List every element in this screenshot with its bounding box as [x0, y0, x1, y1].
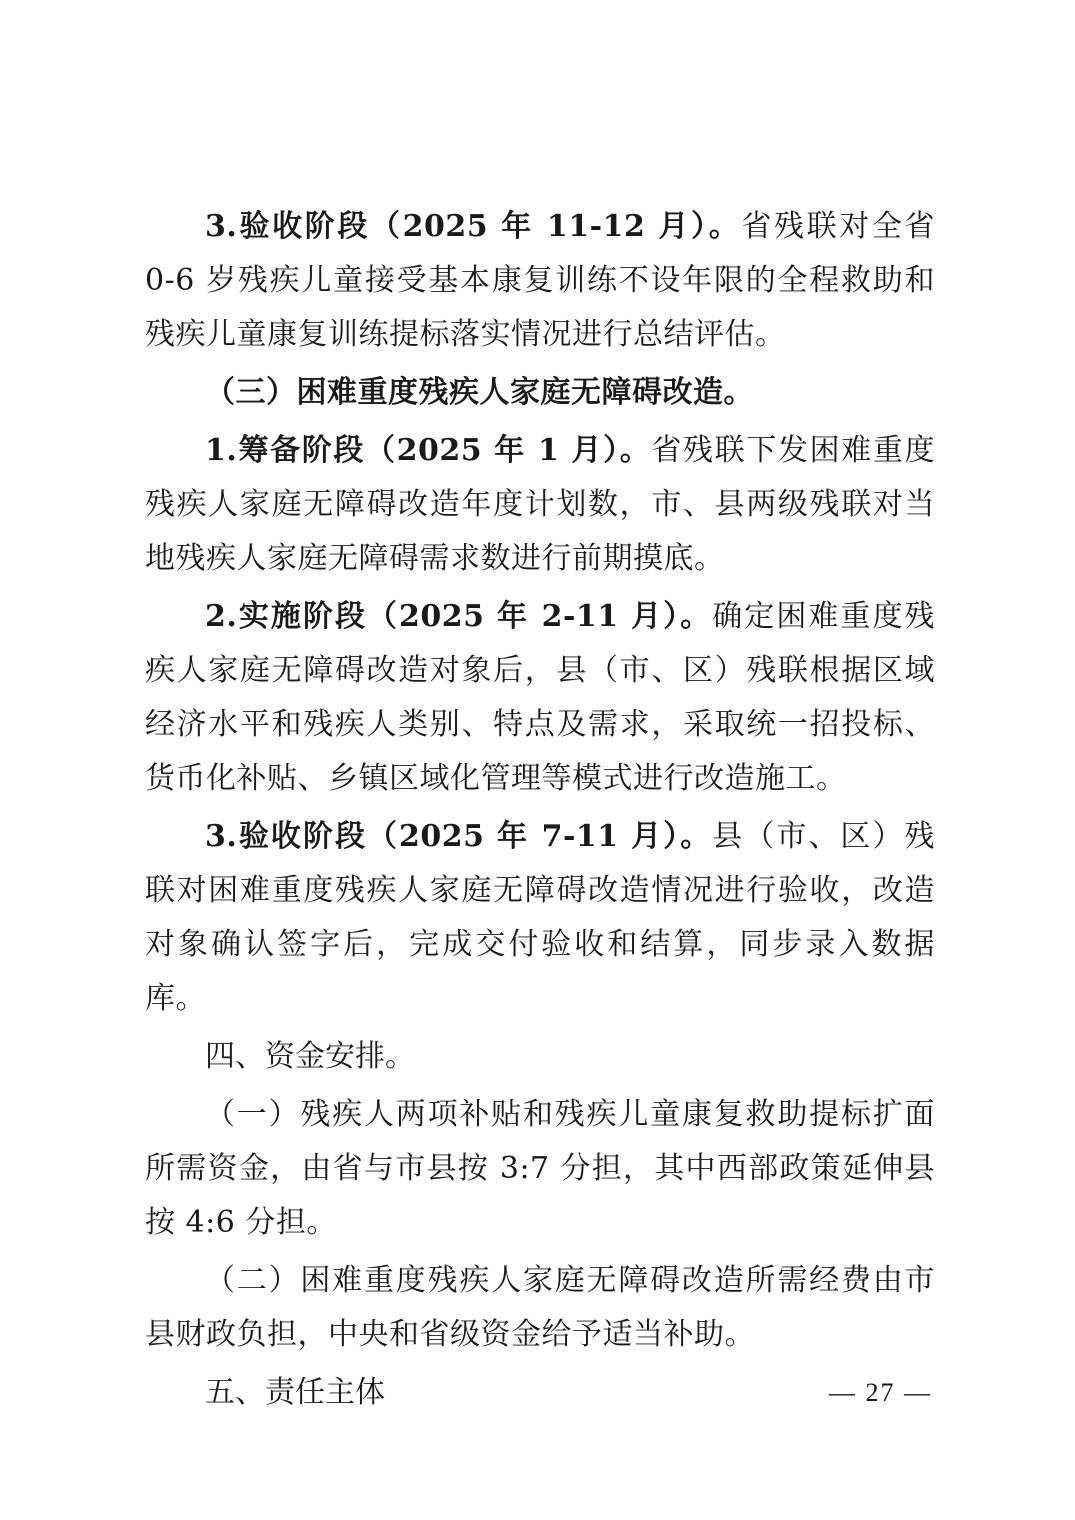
- paragraph-lead: 1.筹备阶段（2025 年 1 月）。: [205, 433, 652, 468]
- section-heading-funding: 四、资金安排。: [205, 1039, 415, 1074]
- section-heading-responsibility: 五、责任主体: [205, 1375, 385, 1410]
- document-page: [145, 200, 935, 1424]
- paragraph-funding-item-2: （二）困难重度残疾人家庭无障碍改造所需经费由市县财政负担，中央和省级资金给予适当补助。: [145, 1263, 935, 1352]
- paragraph-lead: 2.实施阶段（2025 年 2-11 月）。: [205, 599, 713, 634]
- paragraph-acceptance-stage-rehab: [145, 200, 935, 362]
- paragraph-body: 确定困难重度残疾人家庭无障碍改造对象后，县（市、区）残联根据区域经济水平和残疾人类别、特点及需求，采取统一招投标、货币化补贴、乡镇区域化管理等模式进行改造施工。: [145, 599, 935, 796]
- subheading-text: （三）困难重度残疾人家庭无障碍改造。: [205, 375, 754, 410]
- paragraph-preparation-stage: [145, 424, 935, 586]
- paragraph-funding-item-1: （一）残疾人两项补贴和残疾儿童康复救助提标扩面所需资金，由省与市县按 3:7 分担，其中西部政策延伸县按 4:6 分担。: [145, 1097, 935, 1240]
- subheading-accessibility-renovation: [145, 366, 935, 420]
- paragraph-lead: 3.验收阶段（2025 年 11-12 月）。: [205, 209, 742, 244]
- paragraph-lead: 3.验收阶段（2025 年 7-11 月）。: [205, 819, 713, 854]
- paragraph-body: 省残联下发困难重度残疾人家庭无障碍改造年度计划数，市、县两级残联对当地残疾人家庭无障碍需求数进行前期摸底。: [145, 433, 935, 576]
- page-number: — 27 —: [829, 1378, 932, 1407]
- paragraph-implementation-stage: [145, 590, 935, 806]
- paragraph-acceptance-stage-renovation: [145, 810, 935, 1026]
- paragraph-body: 省残联对全省 0-6 岁残疾儿童接受基本康复训练不设年限的全程救助和残疾儿童康复训练提标落实情况进行总结评估。: [145, 209, 935, 352]
- paragraph-body: 县（市、区）残联对困难重度残疾人家庭无障碍改造情况进行验收，改造对象确认签字后，完成交付验收和结算，同步录入数据库。: [145, 819, 935, 1016]
